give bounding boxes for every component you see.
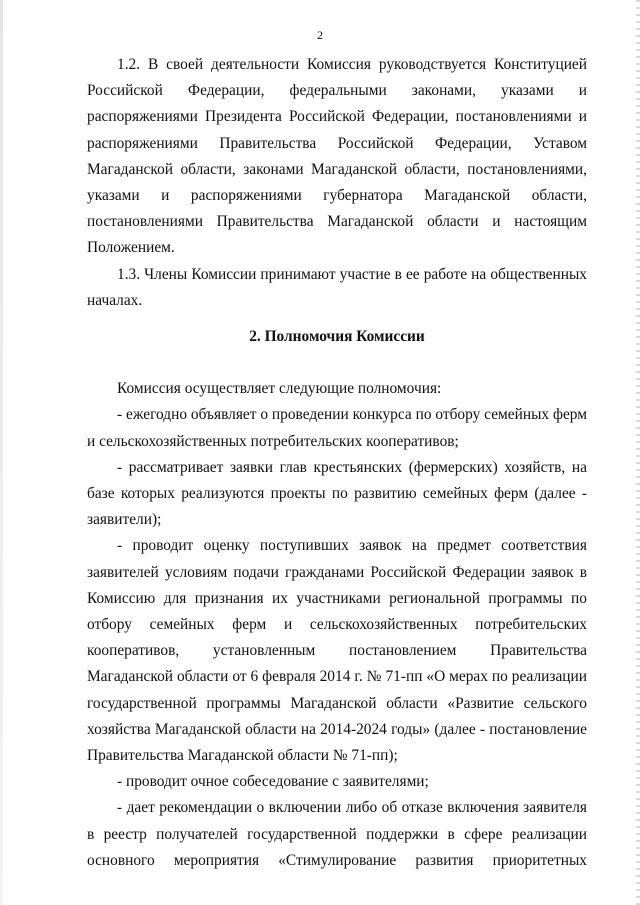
power-item-review-applications: - рассматривает заявки глав крестьянских (фермерских) хозяйств, на базе которых реализуются проекты по развитию семейных ферм (далее - заявители); (87, 458, 587, 529)
power-item-announce-contest: - ежегодно объявляет о проведении конкурса по отбору семейных ферм и сельскохозяйственных потребительских кооперативов; (87, 406, 587, 450)
paragraph-1-2: 1.2. В своей деятельности Комиссия руководствуется Конституцией Российской Федерации, федеральными законами, указами и распоряжениями Президента Российской Федерации, постановлениями и распоряжениями Правительства Российской Федерации, Уставом Магаданской области, законами Магаданской области, постановлениями, указами и распоряжениями губернатора Магаданской области, постановлениями Правительства Магаданской области и настоящим Положением. (87, 56, 587, 257)
powers-intro: Комиссия осуществляет следующие полномочия: (117, 380, 442, 398)
scan-edge-right (636, 0, 640, 905)
scan-edge-left (0, 0, 3, 905)
power-item-recommendations: - дает рекомендации о включении либо об отказе включения заявителя в реестр получателей государственной поддержки в сфере реализации основного мероприятия «Стимулирование развития приоритетных (87, 799, 587, 869)
document-body (87, 52, 587, 874)
power-item-interview: - проводит очное собеседование с заявителями; (117, 773, 429, 791)
section-heading: 2. Полномочия Комиссии (249, 328, 425, 346)
paragraph-1-3: 1.3. Члены Комиссии принимают участие в ее работе на общественных началах. (87, 265, 587, 309)
page-number: 2 (317, 28, 323, 42)
power-item-evaluate-applications: - проводит оценку поступивших заявок на предмет соответствия заявителей условиям подачи гражданами Российской Федерации заявок в Комиссию для признания их участниками региональной программы по отбору семейных ферм и сельскохозяйственных потребительских кооперативов, установленным постановлением Правительства Магаданской области от 6 февраля 2014 г. № 71-пп «О мерах по реализации государственной программы Магаданской области «Развитие сельского хозяйства Магаданской области на 2014-2024 годы» (далее - постановление Правительства Магаданской области № 71-пп); (87, 537, 587, 765)
